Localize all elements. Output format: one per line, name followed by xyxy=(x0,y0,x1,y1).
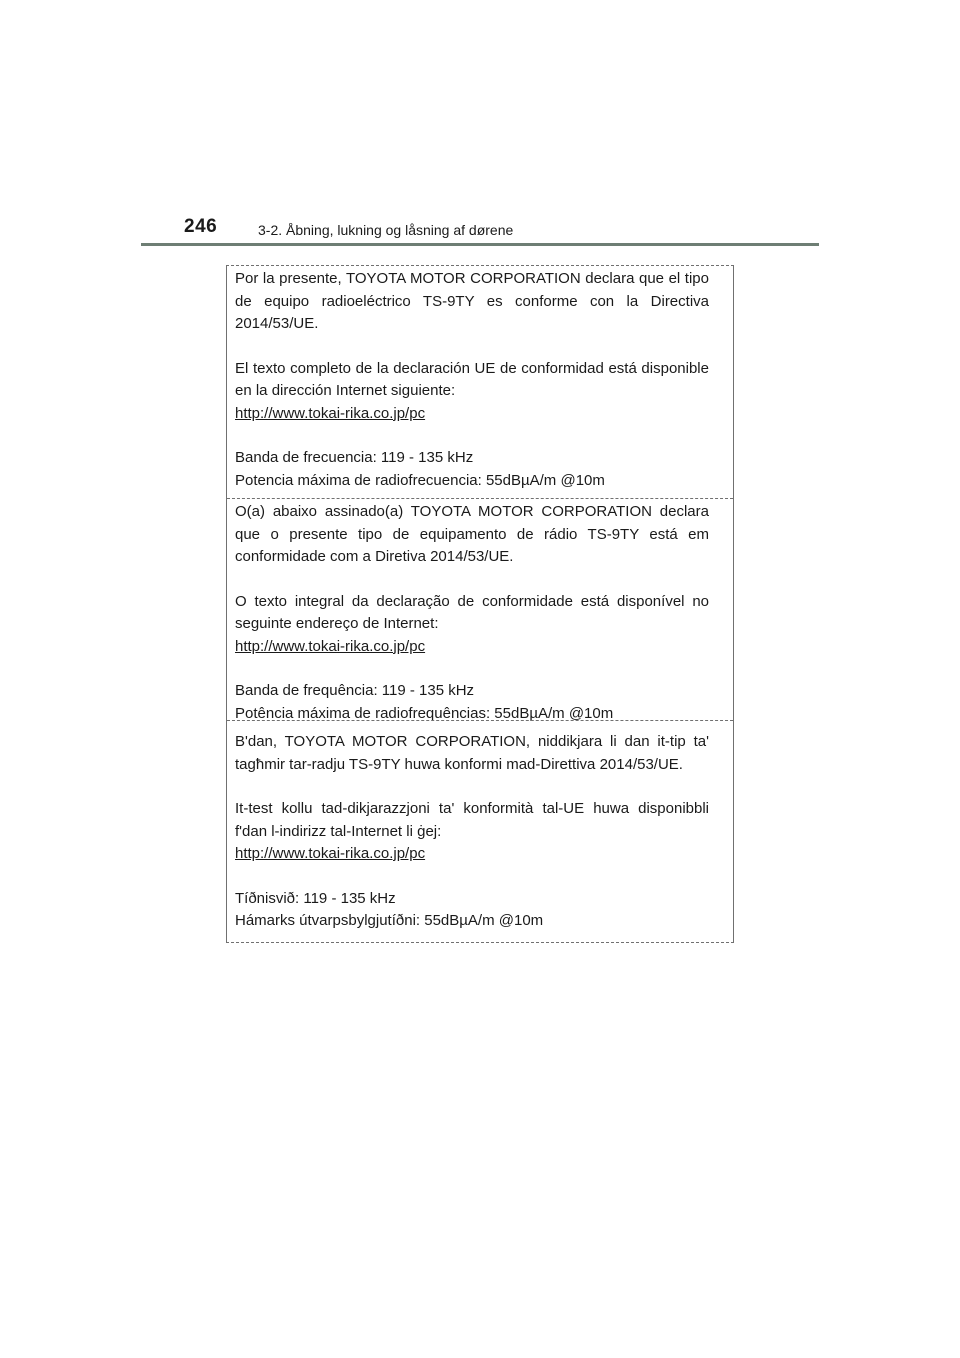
declaration-specs xyxy=(235,680,709,725)
availability-text: O texto integral da declaração de conformidade está disponível no seguinte endereço de Internet: xyxy=(235,592,709,632)
section-divider xyxy=(227,720,733,721)
declaration-specs xyxy=(235,888,709,933)
declaration-statement: Por la presente, TOYOTA MOTOR CORPORATION declara que el tipo de equipo radioeléctrico TS-9TY es conforme con la Directiva 2014/53/UE. xyxy=(235,270,709,332)
declaration-availability xyxy=(235,798,709,866)
declaration-statement: B'dan, TOYOTA MOTOR CORPORATION, niddikjara li dan it-tip ta' tagħmir tar-radju TS-9TY huwa konformi mad-Direttiva 2014/53/UE. xyxy=(235,733,709,773)
declaration-availability xyxy=(235,591,709,659)
declaration-availability xyxy=(235,358,709,426)
declaration-statement: O(a) abaixo assinado(a) TOYOTA MOTOR CORPORATION declara que o presente tipo de equipamento de rádio TS-9TY está em conformidade com a Diretiva 2014/53/UE. xyxy=(235,503,709,565)
availability-text: El texto completo de la declaración UE de conformidad está disponible en la dirección Internet siguiente: xyxy=(235,359,709,399)
frequency-band: Banda de frecuencia: 119 - 135 kHz xyxy=(235,449,474,466)
frequency-band: Banda de frequência: 119 - 135 kHz xyxy=(235,682,475,699)
declaration-url-link[interactable]: http://www.tokai-rika.co.jp/pc xyxy=(235,845,426,862)
section-title: 3-2. Åbning, lukning og låsning af dørene xyxy=(258,222,514,238)
section-divider xyxy=(227,498,733,499)
header-rule xyxy=(141,243,819,246)
declaration-url-link[interactable]: http://www.tokai-rika.co.jp/pc xyxy=(235,404,426,422)
frequency-band: Tíðnisvið: 119 - 135 kHz xyxy=(235,889,396,907)
declaration-spanish xyxy=(227,268,733,492)
max-power: Potencia máxima de radiofrecuencia: 55dBµA/m @10m xyxy=(235,471,605,489)
availability-text: It-test kollu tad-dikjarazzjoni ta' konformità tal-UE huwa disponibbli f'dan l-indirizz tal-Internet li ġej: xyxy=(235,800,709,840)
declaration-box xyxy=(226,265,734,943)
max-power: Hámarks útvarpsbylgjutíðni: 55dBµA/m @10m xyxy=(235,912,544,929)
declaration-specs xyxy=(235,447,709,492)
max-power: Potência máxima de radiofrequências: 55dBµA/m @10m xyxy=(235,704,614,722)
declaration-maltese xyxy=(227,731,733,933)
declaration-url-link[interactable]: http://www.tokai-rika.co.jp/pc xyxy=(235,637,426,655)
page-number: 246 xyxy=(184,216,218,237)
declaration-portuguese xyxy=(227,501,733,725)
